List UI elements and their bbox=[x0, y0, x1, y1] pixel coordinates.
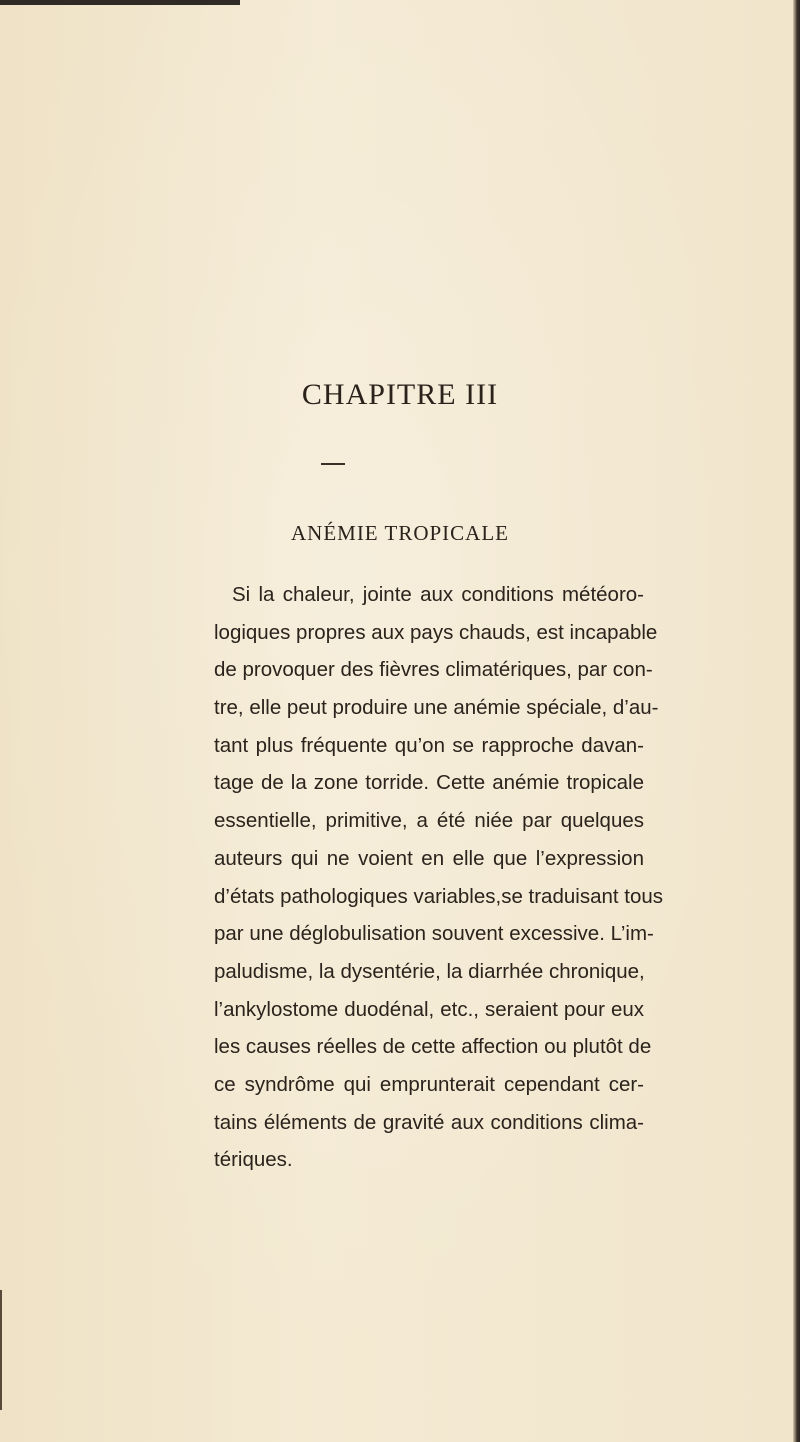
text-line: tant plus fréquente qu’on se rapproche davan- bbox=[214, 733, 644, 757]
body-paragraph bbox=[214, 576, 664, 1179]
text-line: Si la chaleur, jointe aux conditions météoro- bbox=[232, 583, 644, 606]
chapter-subtitle: ANÉMIE TROPICALE bbox=[290, 521, 510, 545]
text-line: de provoquer des fièvres climatériques, par con- bbox=[214, 658, 653, 682]
text-line: les causes réelles de cette affection ou plutôt de bbox=[214, 1035, 652, 1059]
page-right-edge bbox=[793, 0, 800, 1442]
text-line: auteurs qui ne voient en elle que l’expression bbox=[214, 846, 644, 870]
text-line: tre, elle peut produire une anémie spéciale, d’au- bbox=[214, 696, 659, 720]
text-line: l’ankylostome duodénal, etc., seraient pour eux bbox=[214, 997, 644, 1021]
text-line: essentielle, primitive, a été niée par quelques bbox=[214, 809, 644, 833]
chapter-title: CHAPITRE III bbox=[301, 378, 499, 411]
text-line: d’états pathologiques variables,se traduisant tous bbox=[214, 884, 664, 908]
text-line: paludisme, la dysentérie, la diarrhée chronique, bbox=[214, 959, 645, 983]
text-line: logiques propres aux pays chauds, est incapable bbox=[214, 620, 658, 644]
text-line: ce syndrôme qui emprunterait cependant cer- bbox=[214, 1072, 644, 1096]
chapter-separator bbox=[321, 463, 345, 465]
text-line: tériques. bbox=[214, 1148, 293, 1172]
text-line: tage de la zone torride. Cette anémie tropicale bbox=[214, 771, 644, 795]
text-line: par une déglobulisation souvent excessive. L’im- bbox=[214, 922, 654, 946]
page-left-mark bbox=[0, 1290, 2, 1410]
page-top-edge bbox=[0, 0, 240, 5]
text-line: tains éléments de gravité aux conditions clima- bbox=[214, 1110, 644, 1134]
